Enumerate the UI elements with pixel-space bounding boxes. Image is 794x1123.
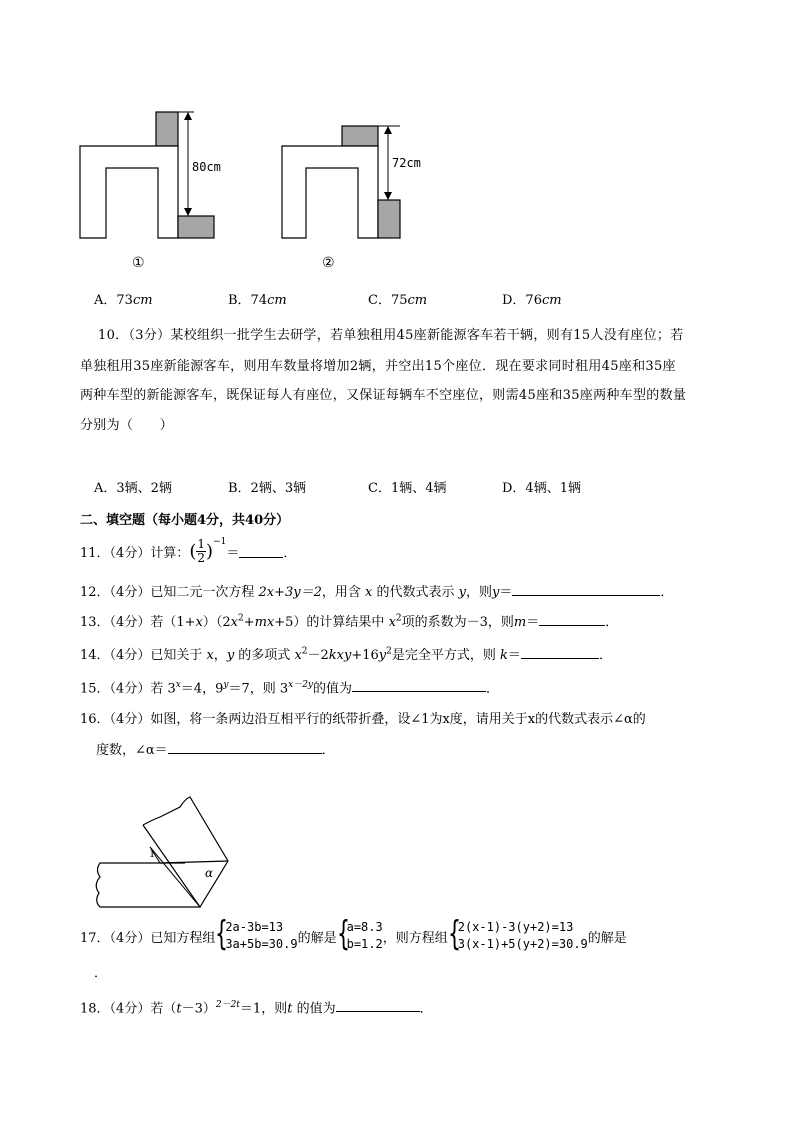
q10-line-2: 单独租用35座新能源客车，则用车数量将增加2辆，并空出15个座位．现在要求同时租用45座和35座 [80,359,676,374]
fig1-measure-label: 80cm [192,160,221,174]
q10-line-4: 分别为（ ） [80,418,174,433]
q17-system-1: { 2a-3b=13 3a+5b=30.9 [215,914,298,954]
fig2-measure-label: 72cm [392,156,421,170]
q16-angle-alpha-label: α [205,866,214,880]
q9-option-a[interactable]: A．73cm [94,293,153,308]
q10-option-c[interactable]: C．1辆、4辆 [368,481,447,496]
figure-1-stacked-tables [80,112,214,238]
q12: 12．（4分）已知二元一次方程 2x+3y＝2，用含 x 的代数式表示 y，则y＝ ． [80,585,674,600]
q10-option-b[interactable]: B．2辆、3辆 [228,481,307,496]
q16-folded-strip-figure [90,795,240,915]
q14: 14．（4分）已知关于 x，y 的多项式 $x^2-2kxy+16y^2$是完全平方式，则 k＝ ． [80,646,612,663]
q11-answer-blank[interactable] [239,545,283,558]
q9-option-c[interactable]: C．75cm [368,293,428,308]
q14-answer-blank[interactable] [521,646,599,659]
q9-figures [70,100,430,280]
q13-answer-blank[interactable] [539,613,605,626]
q18: 18．（4分）若$(t-3)^{2-2t}=1$，则t 的值为 ． [80,1000,433,1017]
figure-2-stacked-tables [282,126,400,238]
q16-angle-1-label: 1 [149,846,155,860]
q18-answer-blank[interactable] [336,999,420,1012]
q15: 15．（4分）若 $3^x=4$，$9^y=7$，则 $3^{x-2y}$的值为 ． [80,680,500,697]
q17-system-2: { 2(x-1)-3(y+2)=13 3(x-1)+5(y+2)=30.9 [447,914,588,954]
q9-option-b[interactable]: B．74cm [228,293,287,308]
q17-solution-1: { a=8.3 b=1.2 [336,914,383,954]
section-2-title: 二、填空题（每小题4分，共40分） [80,513,290,528]
q12-answer-blank[interactable] [512,583,660,596]
q10-option-a[interactable]: A．3辆、2辆 [94,481,172,496]
q10-line-1: 10．（3分）某校组织一批学生去研学，若单独租用45座新能源客车若干辆，则有15人没有座位；若 [98,328,684,343]
q17-end-dot: ． [94,966,108,981]
q16-answer-blank[interactable] [168,741,322,754]
q16-line-1: 16．（4分）如图，将一条两边沿互相平行的纸带折叠，设∠1为x度，请用关于x的代数式表示∠α的 [80,712,646,727]
q11: 11．（4分）计算： ( $\frac{1}{2}$ ) $^{-1}$ ＝ ． [80,536,297,565]
q10-option-d[interactable]: D．4辆、1辆 [502,481,581,496]
q16-line-2: 度数，∠α＝ ． [96,743,335,758]
q10-line-3: 两种车型的新能源客车，既保证每人有座位，又保证每辆车不空座位，则需45座和35座两种车型的数量 [80,388,687,403]
q9-option-d[interactable]: D．76cm [502,293,562,308]
fig1-caption: ① [132,255,145,271]
q13: 13．（4分）若$(1+x)(2x^2+mx+5)$的计算结果中 $x^2$项的系数为－3，则m＝ ． [80,613,619,630]
q11-fraction: $\frac{1}{2}$ [197,537,205,565]
q15-answer-blank[interactable] [352,679,486,692]
fig2-caption: ② [322,255,335,271]
q17: 17．（4分）已知方程组 { 2a-3b=13 3a+5b=30.9 的解是 { a=8.3 b=1.2 ，则方程组 { 2(x-1)-3(y+2)=13 3(x-1)+5(y+2)=30.9 的解是 [80,914,627,954]
